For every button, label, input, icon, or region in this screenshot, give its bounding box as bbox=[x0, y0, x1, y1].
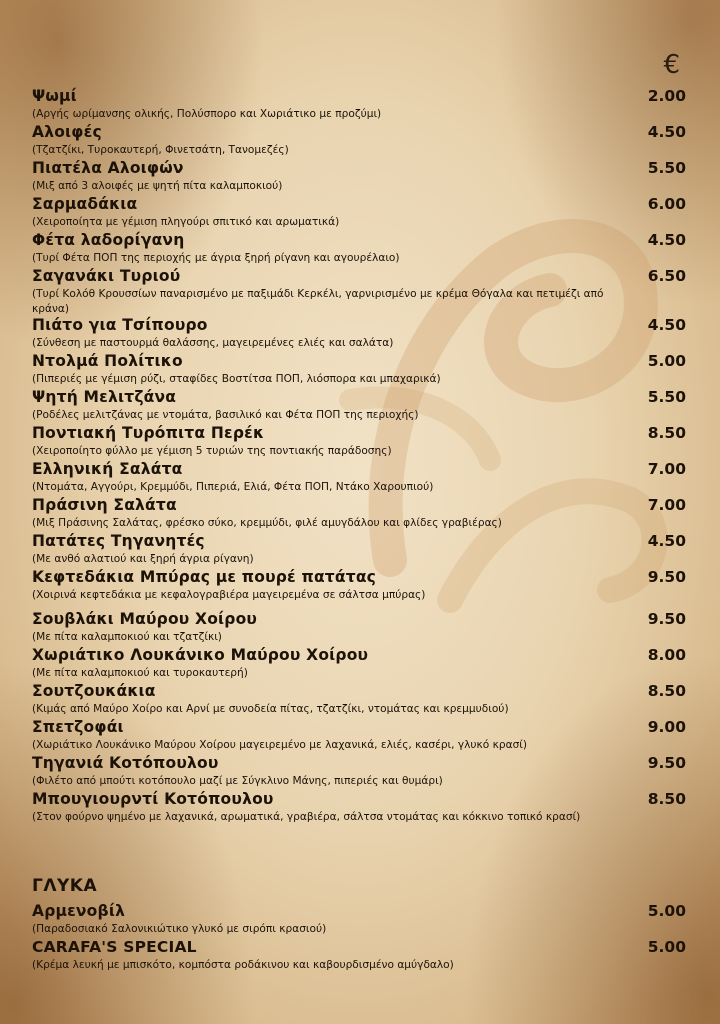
menu-item bbox=[32, 716, 688, 753]
menu-item bbox=[32, 229, 688, 266]
menu-item bbox=[32, 566, 688, 603]
menu-item-header bbox=[32, 458, 688, 480]
menu-item-header bbox=[32, 936, 688, 958]
desserts-title: ΓΛΥΚΑ bbox=[32, 876, 98, 896]
menu-item-description: (Κρέμα λευκή με μπισκότο, κομπόστα ροδάκινου και καβουρδισμένο αμύγδαλο) bbox=[32, 959, 454, 971]
menu-item-header bbox=[32, 85, 688, 107]
menu-item-price: 8.50 bbox=[647, 682, 686, 700]
menu-item-description: (Με ανθό αλατιού και ξηρή άγρια ρίγανη) bbox=[32, 553, 254, 565]
menu-item bbox=[32, 788, 688, 825]
menu-item-description: (Χειροποίητα με γέμιση πληγούρι σπιτικό και αρωματικά) bbox=[32, 216, 340, 228]
menu-item bbox=[32, 265, 688, 317]
menu-item-price: 9.00 bbox=[647, 718, 686, 736]
menu-item-description: (Σύνθεση με παστουρμά θαλάσσης, μαγειρεμένες ελιές και σαλάτα) bbox=[32, 337, 394, 349]
menu-item-name: Σαγανάκι Τυριού bbox=[32, 267, 181, 285]
menu-item bbox=[32, 193, 688, 230]
menu-item-description: (Με πίτα καλαμποκιού και τζατζίκι) bbox=[32, 631, 222, 643]
menu-item-name: CARAFA'S SPECIAL bbox=[32, 938, 197, 956]
currency-header: € bbox=[663, 50, 680, 80]
menu-item-price: 8.50 bbox=[647, 790, 686, 808]
menu-item-price: 7.00 bbox=[647, 460, 686, 478]
menu-item-description: (Κιμάς από Μαύρο Χοίρο και Αρνί με συνοδεία πίτας, τζατζίκι, ντομάτας και κρεμμυδιού) bbox=[32, 703, 509, 715]
menu-item-header bbox=[32, 193, 688, 215]
menu-item bbox=[32, 608, 688, 645]
menu-item-price: 4.50 bbox=[647, 316, 686, 334]
menu-item-header bbox=[32, 566, 688, 588]
menu-item bbox=[32, 494, 688, 531]
menu-item-header bbox=[32, 265, 688, 287]
menu-item bbox=[32, 386, 688, 423]
menu-item-name: Σπετζοφάι bbox=[32, 718, 124, 736]
menu-item bbox=[32, 422, 688, 459]
menu-item-description: (Μιξ Πράσινης Σαλάτας, φρέσκο σύκο, κρεμμύδι, φιλέ αμυγδάλου και φλίδες γραβιέρας) bbox=[32, 517, 502, 529]
menu-item-header bbox=[32, 386, 688, 408]
menu-item bbox=[32, 752, 688, 789]
menu-item-name: Φέτα λαδορίγανη bbox=[32, 231, 185, 249]
menu-item-price: 8.00 bbox=[647, 646, 686, 664]
menu-item-header bbox=[32, 788, 688, 810]
menu-item-description: (Ντομάτα, Αγγούρι, Κρεμμύδι, Πιπεριά, Ελιά, Φέτα ΠΟΠ, Ντάκο Χαρουπιού) bbox=[32, 481, 434, 493]
menu-item bbox=[32, 644, 688, 681]
menu-item-header bbox=[32, 314, 688, 336]
menu-item-name: Πιατέλα Αλοιφών bbox=[32, 159, 184, 177]
menu-item-description: (Τζατζίκι, Τυροκαυτερή, Φινετσάτη, Τανομεζές) bbox=[32, 144, 289, 156]
menu-item-description: (Χοιρινά κεφτεδάκια με κεφαλογραβιέρα μαγειρεμένα σε σάλτσα μπύρας) bbox=[32, 589, 426, 601]
menu-item-price: 6.50 bbox=[647, 267, 686, 285]
menu-item-name: Τηγανιά Κοτόπουλου bbox=[32, 754, 219, 772]
menu-item-header bbox=[32, 121, 688, 143]
menu-item-price: 5.00 bbox=[647, 902, 686, 920]
menu-item-price: 6.00 bbox=[647, 195, 686, 213]
menu-item-name: Πιάτο για Τσίπουρο bbox=[32, 316, 208, 334]
menu-item bbox=[32, 157, 688, 194]
menu-page bbox=[32, 0, 688, 1024]
menu-item-header bbox=[32, 350, 688, 372]
menu-item-price: 5.50 bbox=[647, 388, 686, 406]
menu-item-header bbox=[32, 229, 688, 251]
menu-item-price: 5.50 bbox=[647, 159, 686, 177]
menu-item-name: Μπουγιουρντί Κοτόπουλου bbox=[32, 790, 274, 808]
menu-item-name: Ψωμί bbox=[32, 87, 77, 105]
menu-item-description: (Χωριάτικο Λουκάνικο Μαύρου Χοίρου μαγειρεμένο με λαχανικά, ελιές, κασέρι, γλυκό κρασί) bbox=[32, 739, 528, 751]
menu-item-name: Χωριάτικο Λουκάνικο Μαύρου Χοίρου bbox=[32, 646, 369, 664]
menu-item-name: Σουτζουκάκια bbox=[32, 682, 156, 700]
menu-item-header bbox=[32, 608, 688, 630]
menu-item-name: Πράσινη Σαλάτα bbox=[32, 496, 177, 514]
menu-item-description: (Φιλέτο από μπούτι κοτόπουλο μαζί με Σύγκλινο Μάνης, πιπεριές και θυμάρι) bbox=[32, 775, 443, 787]
menu-item-name: Πατάτες Τηγανητές bbox=[32, 532, 205, 550]
menu-item-header bbox=[32, 680, 688, 702]
menu-item-price: 4.50 bbox=[647, 532, 686, 550]
menu-item bbox=[32, 121, 688, 158]
menu-item-description: (Τυρί Φέτα ΠΟΠ της περιοχής με άγρια ξηρή ρίγανη και αγουρέλαιο) bbox=[32, 252, 400, 264]
menu-item-description: (Τυρί Κολόθ Κρουσσίων παναρισμένο με παξιμάδι Κερκέλι, γαρνιρισμένο με κρέμα Θόγαλα και πετιμέζι από κράνα) bbox=[32, 288, 604, 315]
menu-item-price: 5.00 bbox=[647, 352, 686, 370]
menu-item-price: 9.50 bbox=[647, 610, 686, 628]
menu-item-description: (Παραδοσιακό Σαλονικιώτικο γλυκό με σιρόπι κρασιού) bbox=[32, 923, 327, 935]
menu-item-description: (Μιξ από 3 αλοιφές με ψητή πίτα καλαμποκιού) bbox=[32, 180, 283, 192]
menu-item-header bbox=[32, 530, 688, 552]
menu-item-description: (Αργής ωρίμανσης ολικής, Πολύσπορο και Χωριάτικο με προζύμι) bbox=[32, 108, 382, 120]
menu-item-header bbox=[32, 494, 688, 516]
menu-item-name: Ψητή Μελιτζάνα bbox=[32, 388, 177, 406]
menu-item bbox=[32, 350, 688, 387]
menu-item-description: (Χειροποίητο φύλλο με γέμιση 5 τυριών της ποντιακής παράδοσης) bbox=[32, 445, 392, 457]
menu-item-name: Ντολμά Πολίτικο bbox=[32, 352, 183, 370]
menu-item-price: 4.50 bbox=[647, 231, 686, 249]
menu-item-name: Σαρμαδάκια bbox=[32, 195, 138, 213]
menu-item-price: 2.00 bbox=[647, 87, 686, 105]
menu-item-header bbox=[32, 752, 688, 774]
menu-item-name: Κεφτεδάκια Μπύρας με πουρέ πατάτας bbox=[32, 568, 377, 586]
menu-item-price: 8.50 bbox=[647, 424, 686, 442]
menu-item-name: Αρμενοβίλ bbox=[32, 902, 126, 920]
menu-item-name: Σουβλάκι Μαύρου Χοίρου bbox=[32, 610, 258, 628]
menu-item bbox=[32, 458, 688, 495]
menu-item-name: Ποντιακή Τυρόπιτα Περέκ bbox=[32, 424, 265, 442]
menu-item-price: 4.50 bbox=[647, 123, 686, 141]
menu-item bbox=[32, 314, 688, 351]
menu-item-header bbox=[32, 422, 688, 444]
menu-item-price: 7.00 bbox=[647, 496, 686, 514]
menu-item-header bbox=[32, 644, 688, 666]
menu-item-price: 9.50 bbox=[647, 568, 686, 586]
menu-item bbox=[32, 680, 688, 717]
menu-item-description: (Ροδέλες μελιτζάνας με ντομάτα, βασιλικό και Φέτα ΠΟΠ της περιοχής) bbox=[32, 409, 419, 421]
menu-item bbox=[32, 900, 688, 937]
menu-item-name: Αλοιφές bbox=[32, 123, 102, 141]
menu-item-header bbox=[32, 157, 688, 179]
menu-item-price: 9.50 bbox=[647, 754, 686, 772]
menu-item-header bbox=[32, 716, 688, 738]
menu-item-name: Ελληνική Σαλάτα bbox=[32, 460, 183, 478]
menu-item-description: (Πιπεριές με γέμιση ρύζι, σταφίδες Βοστίτσα ΠΟΠ, λιόσπορα και μπαχαρικά) bbox=[32, 373, 441, 385]
menu-item bbox=[32, 530, 688, 567]
menu-item-header bbox=[32, 900, 688, 922]
menu-item bbox=[32, 936, 688, 973]
menu-item-description: (Στον φούρνο ψημένο με λαχανικά, αρωματικά, γραβιέρα, σάλτσα ντομάτας και κόκκινο τοπικό κρασί) bbox=[32, 811, 581, 823]
menu-item bbox=[32, 85, 688, 122]
menu-item-description: (Με πίτα καλαμποκιού και τυροκαυτερή) bbox=[32, 667, 248, 679]
menu-item-price: 5.00 bbox=[647, 938, 686, 956]
